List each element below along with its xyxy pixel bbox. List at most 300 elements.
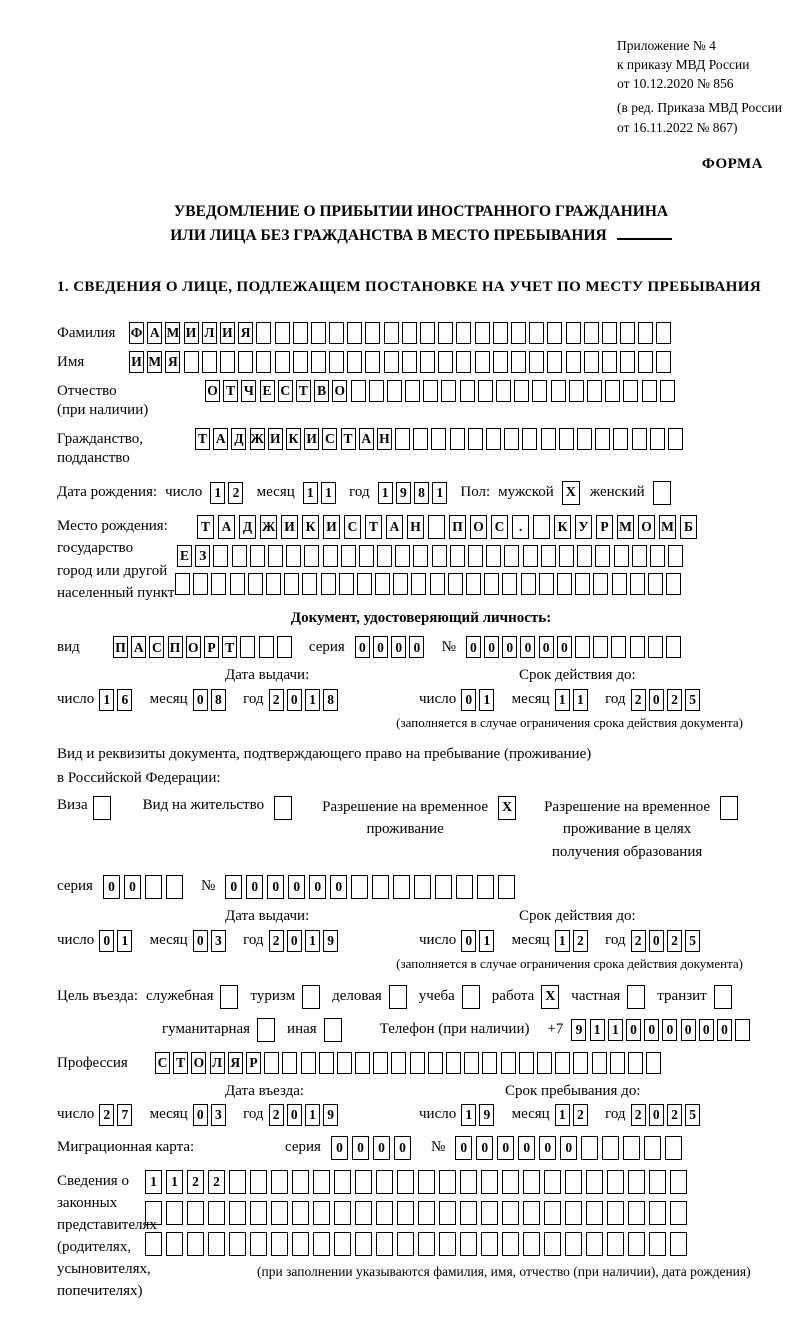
- char-cell[interactable]: [232, 545, 247, 567]
- char-cell[interactable]: С: [149, 636, 164, 658]
- char-cell[interactable]: 0: [455, 1136, 472, 1160]
- char-cell[interactable]: [341, 545, 356, 567]
- char-cell[interactable]: 1: [305, 1104, 320, 1126]
- char-cell[interactable]: [431, 428, 446, 450]
- char-cell[interactable]: [376, 1170, 393, 1194]
- char-cell[interactable]: [413, 545, 428, 567]
- char-cell[interactable]: Ч: [241, 380, 256, 402]
- char-cell[interactable]: [418, 1201, 435, 1225]
- char-cell[interactable]: [397, 1232, 414, 1256]
- char-cell[interactable]: М: [659, 515, 676, 539]
- char-cell[interactable]: С: [155, 1052, 170, 1074]
- char-cell[interactable]: 0: [287, 689, 302, 711]
- char-cell[interactable]: [502, 573, 517, 595]
- char-cell[interactable]: 0: [267, 875, 284, 899]
- char-cell[interactable]: 8: [414, 482, 429, 504]
- char-cell[interactable]: Т: [222, 636, 237, 658]
- char-cell[interactable]: Е: [177, 545, 192, 567]
- char-cell[interactable]: 0: [124, 875, 141, 899]
- char-cell[interactable]: [656, 351, 671, 373]
- char-cell[interactable]: [411, 573, 426, 595]
- char-cell[interactable]: 2: [269, 930, 284, 952]
- char-cell[interactable]: [292, 1170, 309, 1194]
- char-cell[interactable]: [460, 380, 475, 402]
- char-cell[interactable]: [372, 875, 389, 899]
- char-cell[interactable]: [521, 573, 536, 595]
- char-cell[interactable]: [391, 1052, 406, 1074]
- char-cell[interactable]: [565, 1232, 582, 1256]
- char-cell[interactable]: [410, 1052, 425, 1074]
- char-cell[interactable]: [439, 1170, 456, 1194]
- char-cell[interactable]: [311, 351, 326, 373]
- char-cell[interactable]: [628, 1201, 645, 1225]
- char-cell[interactable]: [323, 545, 338, 567]
- char-cell[interactable]: Р: [204, 636, 219, 658]
- purpose-checkbox[interactable]: [302, 985, 320, 1009]
- char-cell[interactable]: [313, 1201, 330, 1225]
- char-cell[interactable]: 0: [225, 875, 242, 899]
- char-cell[interactable]: [229, 1232, 246, 1256]
- char-cell[interactable]: [611, 636, 626, 658]
- char-cell[interactable]: 0: [644, 1019, 659, 1041]
- char-cell[interactable]: 2: [228, 482, 243, 504]
- char-cell[interactable]: [329, 351, 344, 373]
- char-cell[interactable]: 0: [626, 1019, 641, 1041]
- char-cell[interactable]: [311, 322, 326, 344]
- char-cell[interactable]: 0: [497, 1136, 514, 1160]
- char-cell[interactable]: 2: [573, 930, 588, 952]
- char-cell[interactable]: 2: [269, 689, 284, 711]
- char-cell[interactable]: [304, 545, 319, 567]
- char-cell[interactable]: [313, 1232, 330, 1256]
- char-cell[interactable]: [293, 351, 308, 373]
- char-cell[interactable]: Л: [210, 1052, 225, 1074]
- char-cell[interactable]: 0: [649, 1104, 664, 1126]
- char-cell[interactable]: 0: [287, 1104, 302, 1126]
- char-cell[interactable]: [145, 1232, 162, 1256]
- char-cell[interactable]: [213, 545, 228, 567]
- char-cell[interactable]: [484, 573, 499, 595]
- char-cell[interactable]: [271, 1201, 288, 1225]
- char-cell[interactable]: [448, 573, 463, 595]
- char-cell[interactable]: [460, 1201, 477, 1225]
- char-cell[interactable]: [575, 573, 590, 595]
- char-cell[interactable]: Я: [228, 1052, 243, 1074]
- char-cell[interactable]: [250, 1201, 267, 1225]
- char-cell[interactable]: [202, 351, 217, 373]
- char-cell[interactable]: [293, 322, 308, 344]
- char-cell[interactable]: А: [359, 428, 374, 450]
- char-cell[interactable]: [632, 428, 647, 450]
- char-cell[interactable]: 1: [461, 1104, 476, 1126]
- char-cell[interactable]: [369, 380, 384, 402]
- char-cell[interactable]: [384, 322, 399, 344]
- char-cell[interactable]: А: [147, 322, 162, 344]
- char-cell[interactable]: [166, 1232, 183, 1256]
- char-cell[interactable]: [575, 636, 590, 658]
- char-cell[interactable]: [334, 1170, 351, 1194]
- char-cell[interactable]: [666, 636, 681, 658]
- char-cell[interactable]: [365, 322, 380, 344]
- char-cell[interactable]: [630, 573, 645, 595]
- char-cell[interactable]: 0: [502, 636, 517, 658]
- char-cell[interactable]: [649, 1170, 666, 1194]
- char-cell[interactable]: [628, 1170, 645, 1194]
- char-cell[interactable]: [569, 380, 584, 402]
- residence-permit-checkbox[interactable]: [274, 796, 292, 820]
- char-cell[interactable]: [220, 351, 235, 373]
- char-cell[interactable]: [187, 1201, 204, 1225]
- char-cell[interactable]: 1: [479, 930, 494, 952]
- char-cell[interactable]: [592, 1052, 607, 1074]
- char-cell[interactable]: [602, 1136, 619, 1160]
- char-cell[interactable]: [670, 1170, 687, 1194]
- char-cell[interactable]: 0: [461, 930, 476, 952]
- char-cell[interactable]: 1: [555, 930, 570, 952]
- char-cell[interactable]: К: [302, 515, 319, 539]
- char-cell[interactable]: И: [304, 428, 319, 450]
- char-cell[interactable]: [532, 380, 547, 402]
- char-cell[interactable]: [248, 573, 263, 595]
- char-cell[interactable]: 0: [466, 636, 481, 658]
- char-cell[interactable]: И: [323, 515, 340, 539]
- char-cell[interactable]: А: [213, 428, 228, 450]
- char-cell[interactable]: [539, 573, 554, 595]
- char-cell[interactable]: 0: [461, 689, 476, 711]
- char-cell[interactable]: [610, 1052, 625, 1074]
- char-cell[interactable]: А: [131, 636, 146, 658]
- char-cell[interactable]: [587, 380, 602, 402]
- char-cell[interactable]: 0: [391, 636, 406, 658]
- char-cell[interactable]: [523, 1232, 540, 1256]
- char-cell[interactable]: 0: [394, 1136, 411, 1160]
- char-cell[interactable]: [334, 1232, 351, 1256]
- char-cell[interactable]: [271, 1170, 288, 1194]
- char-cell[interactable]: [456, 322, 471, 344]
- char-cell[interactable]: 1: [555, 1104, 570, 1126]
- char-cell[interactable]: [504, 545, 519, 567]
- char-cell[interactable]: 0: [560, 1136, 577, 1160]
- temp-permit-edu-checkbox[interactable]: [720, 796, 738, 820]
- char-cell[interactable]: [211, 573, 226, 595]
- char-cell[interactable]: [620, 351, 635, 373]
- char-cell[interactable]: [501, 1052, 516, 1074]
- char-cell[interactable]: [376, 1232, 393, 1256]
- char-cell[interactable]: 1: [590, 1019, 605, 1041]
- char-cell[interactable]: [593, 636, 608, 658]
- char-cell[interactable]: [628, 1052, 643, 1074]
- char-cell[interactable]: [649, 1201, 666, 1225]
- char-cell[interactable]: [523, 545, 538, 567]
- char-cell[interactable]: 0: [246, 875, 263, 899]
- char-cell[interactable]: 0: [681, 1019, 696, 1041]
- char-cell[interactable]: 0: [373, 1136, 390, 1160]
- char-cell[interactable]: 9: [323, 930, 338, 952]
- char-cell[interactable]: 1: [555, 689, 570, 711]
- char-cell[interactable]: [551, 380, 566, 402]
- char-cell[interactable]: 1: [479, 689, 494, 711]
- char-cell[interactable]: [735, 1019, 750, 1041]
- char-cell[interactable]: [565, 1201, 582, 1225]
- char-cell[interactable]: 0: [193, 689, 208, 711]
- char-cell[interactable]: [547, 322, 562, 344]
- char-cell[interactable]: 2: [573, 1104, 588, 1126]
- char-cell[interactable]: [208, 1201, 225, 1225]
- char-cell[interactable]: [450, 545, 465, 567]
- char-cell[interactable]: 0: [330, 875, 347, 899]
- char-cell[interactable]: Ж: [250, 428, 265, 450]
- char-cell[interactable]: [184, 351, 199, 373]
- char-cell[interactable]: [428, 515, 445, 539]
- char-cell[interactable]: [565, 1170, 582, 1194]
- char-cell[interactable]: 1: [117, 930, 132, 952]
- char-cell[interactable]: [334, 1201, 351, 1225]
- char-cell[interactable]: [337, 1052, 352, 1074]
- char-cell[interactable]: [477, 875, 494, 899]
- char-cell[interactable]: 2: [208, 1170, 225, 1194]
- char-cell[interactable]: П: [113, 636, 128, 658]
- char-cell[interactable]: 0: [309, 875, 326, 899]
- char-cell[interactable]: [395, 545, 410, 567]
- char-cell[interactable]: [397, 1201, 414, 1225]
- char-cell[interactable]: [313, 1170, 330, 1194]
- char-cell[interactable]: [577, 428, 592, 450]
- char-cell[interactable]: [439, 1232, 456, 1256]
- char-cell[interactable]: С: [344, 515, 361, 539]
- char-cell[interactable]: [435, 875, 452, 899]
- char-cell[interactable]: [373, 1052, 388, 1074]
- char-cell[interactable]: [418, 1232, 435, 1256]
- char-cell[interactable]: [630, 636, 645, 658]
- char-cell[interactable]: [456, 351, 471, 373]
- char-cell[interactable]: [623, 1136, 640, 1160]
- char-cell[interactable]: [456, 875, 473, 899]
- char-cell[interactable]: [229, 1201, 246, 1225]
- char-cell[interactable]: [502, 1201, 519, 1225]
- char-cell[interactable]: [666, 573, 681, 595]
- char-cell[interactable]: [493, 322, 508, 344]
- purpose-checkbox[interactable]: [389, 985, 407, 1009]
- char-cell[interactable]: [668, 428, 683, 450]
- char-cell[interactable]: [523, 1170, 540, 1194]
- char-cell[interactable]: [271, 1232, 288, 1256]
- char-cell[interactable]: [402, 351, 417, 373]
- char-cell[interactable]: К: [554, 515, 571, 539]
- char-cell[interactable]: [145, 1201, 162, 1225]
- char-cell[interactable]: 0: [409, 636, 424, 658]
- char-cell[interactable]: И: [281, 515, 298, 539]
- char-cell[interactable]: 0: [557, 636, 572, 658]
- char-cell[interactable]: [584, 351, 599, 373]
- char-cell[interactable]: [668, 545, 683, 567]
- char-cell[interactable]: [595, 428, 610, 450]
- char-cell[interactable]: М: [617, 515, 634, 539]
- char-cell[interactable]: Р: [596, 515, 613, 539]
- char-cell[interactable]: [282, 1052, 297, 1074]
- purpose-checkbox[interactable]: X: [541, 985, 559, 1009]
- char-cell[interactable]: [438, 322, 453, 344]
- char-cell[interactable]: 2: [667, 689, 682, 711]
- char-cell[interactable]: 1: [573, 689, 588, 711]
- char-cell[interactable]: 0: [520, 636, 535, 658]
- char-cell[interactable]: [240, 636, 255, 658]
- char-cell[interactable]: [493, 351, 508, 373]
- char-cell[interactable]: А: [218, 515, 235, 539]
- char-cell[interactable]: [628, 1232, 645, 1256]
- char-cell[interactable]: [321, 573, 336, 595]
- char-cell[interactable]: 9: [479, 1104, 494, 1126]
- char-cell[interactable]: 0: [539, 636, 554, 658]
- char-cell[interactable]: [504, 428, 519, 450]
- char-cell[interactable]: [166, 1201, 183, 1225]
- char-cell[interactable]: [393, 875, 410, 899]
- char-cell[interactable]: О: [191, 1052, 206, 1074]
- char-cell[interactable]: И: [220, 322, 235, 344]
- char-cell[interactable]: [418, 1170, 435, 1194]
- char-cell[interactable]: [632, 545, 647, 567]
- char-cell[interactable]: [259, 636, 274, 658]
- char-cell[interactable]: О: [470, 515, 487, 539]
- char-cell[interactable]: И: [184, 322, 199, 344]
- char-cell[interactable]: [519, 1052, 534, 1074]
- char-cell[interactable]: И: [129, 351, 144, 373]
- char-cell[interactable]: [620, 322, 635, 344]
- char-cell[interactable]: В: [314, 380, 329, 402]
- char-cell[interactable]: [351, 875, 368, 899]
- char-cell[interactable]: [256, 322, 271, 344]
- char-cell[interactable]: Р: [246, 1052, 261, 1074]
- char-cell[interactable]: [498, 875, 515, 899]
- char-cell[interactable]: [460, 1170, 477, 1194]
- purpose-checkbox[interactable]: [324, 1018, 342, 1042]
- temp-permit-checkbox[interactable]: X: [498, 796, 516, 820]
- char-cell[interactable]: [511, 322, 526, 344]
- char-cell[interactable]: [607, 1201, 624, 1225]
- char-cell[interactable]: 1: [305, 689, 320, 711]
- char-cell[interactable]: [511, 351, 526, 373]
- char-cell[interactable]: 0: [287, 930, 302, 952]
- char-cell[interactable]: 0: [193, 1104, 208, 1126]
- char-cell[interactable]: Т: [195, 428, 210, 450]
- char-cell[interactable]: [607, 1170, 624, 1194]
- char-cell[interactable]: [566, 351, 581, 373]
- char-cell[interactable]: [428, 1052, 443, 1074]
- char-cell[interactable]: 9: [571, 1019, 586, 1041]
- char-cell[interactable]: 7: [117, 1104, 132, 1126]
- char-cell[interactable]: [648, 636, 663, 658]
- char-cell[interactable]: 0: [355, 636, 370, 658]
- char-cell[interactable]: Б: [680, 515, 697, 539]
- char-cell[interactable]: [496, 380, 511, 402]
- char-cell[interactable]: 1: [305, 930, 320, 952]
- char-cell[interactable]: [612, 573, 627, 595]
- char-cell[interactable]: С: [322, 428, 337, 450]
- char-cell[interactable]: [375, 573, 390, 595]
- char-cell[interactable]: [292, 1232, 309, 1256]
- char-cell[interactable]: Д: [239, 515, 256, 539]
- purpose-checkbox[interactable]: [257, 1018, 275, 1042]
- char-cell[interactable]: [541, 428, 556, 450]
- char-cell[interactable]: [450, 428, 465, 450]
- char-cell[interactable]: [478, 380, 493, 402]
- char-cell[interactable]: 1: [99, 689, 114, 711]
- char-cell[interactable]: 2: [187, 1170, 204, 1194]
- purpose-checkbox[interactable]: [220, 985, 238, 1009]
- char-cell[interactable]: [559, 545, 574, 567]
- char-cell[interactable]: [544, 1201, 561, 1225]
- char-cell[interactable]: С: [278, 380, 293, 402]
- char-cell[interactable]: [347, 322, 362, 344]
- char-cell[interactable]: [420, 322, 435, 344]
- char-cell[interactable]: 0: [288, 875, 305, 899]
- char-cell[interactable]: [602, 351, 617, 373]
- char-cell[interactable]: [250, 1232, 267, 1256]
- char-cell[interactable]: О: [186, 636, 201, 658]
- char-cell[interactable]: [602, 322, 617, 344]
- char-cell[interactable]: [638, 351, 653, 373]
- char-cell[interactable]: О: [638, 515, 655, 539]
- char-cell[interactable]: [460, 1232, 477, 1256]
- char-cell[interactable]: [523, 1201, 540, 1225]
- char-cell[interactable]: [586, 1232, 603, 1256]
- visa-checkbox[interactable]: [93, 796, 111, 820]
- char-cell[interactable]: [351, 380, 366, 402]
- char-cell[interactable]: 2: [667, 1104, 682, 1126]
- char-cell[interactable]: [266, 573, 281, 595]
- char-cell[interactable]: [250, 545, 265, 567]
- char-cell[interactable]: [432, 545, 447, 567]
- char-cell[interactable]: [584, 322, 599, 344]
- purpose-checkbox[interactable]: [627, 985, 645, 1009]
- char-cell[interactable]: [230, 573, 245, 595]
- char-cell[interactable]: [286, 545, 301, 567]
- char-cell[interactable]: [486, 545, 501, 567]
- char-cell[interactable]: 0: [476, 1136, 493, 1160]
- char-cell[interactable]: .: [512, 515, 529, 539]
- char-cell[interactable]: [614, 545, 629, 567]
- char-cell[interactable]: 0: [649, 689, 664, 711]
- char-cell[interactable]: [670, 1232, 687, 1256]
- char-cell[interactable]: [414, 875, 431, 899]
- char-cell[interactable]: [355, 1201, 372, 1225]
- char-cell[interactable]: [405, 380, 420, 402]
- char-cell[interactable]: [522, 428, 537, 450]
- char-cell[interactable]: [586, 1170, 603, 1194]
- char-cell[interactable]: [395, 428, 410, 450]
- char-cell[interactable]: 0: [193, 930, 208, 952]
- char-cell[interactable]: [638, 322, 653, 344]
- char-cell[interactable]: [529, 322, 544, 344]
- char-cell[interactable]: 1: [378, 482, 393, 504]
- char-cell[interactable]: 9: [396, 482, 411, 504]
- char-cell[interactable]: 5: [685, 930, 700, 952]
- char-cell[interactable]: Ж: [260, 515, 277, 539]
- char-cell[interactable]: 0: [649, 930, 664, 952]
- char-cell[interactable]: [466, 573, 481, 595]
- char-cell[interactable]: 1: [432, 482, 447, 504]
- char-cell[interactable]: [573, 1052, 588, 1074]
- char-cell[interactable]: 0: [699, 1019, 714, 1041]
- char-cell[interactable]: [481, 1170, 498, 1194]
- char-cell[interactable]: [302, 573, 317, 595]
- char-cell[interactable]: 3: [211, 1104, 226, 1126]
- char-cell[interactable]: З: [195, 545, 210, 567]
- char-cell[interactable]: [660, 380, 675, 402]
- char-cell[interactable]: 5: [685, 689, 700, 711]
- char-cell[interactable]: [355, 1052, 370, 1074]
- char-cell[interactable]: [166, 875, 183, 899]
- char-cell[interactable]: 0: [717, 1019, 732, 1041]
